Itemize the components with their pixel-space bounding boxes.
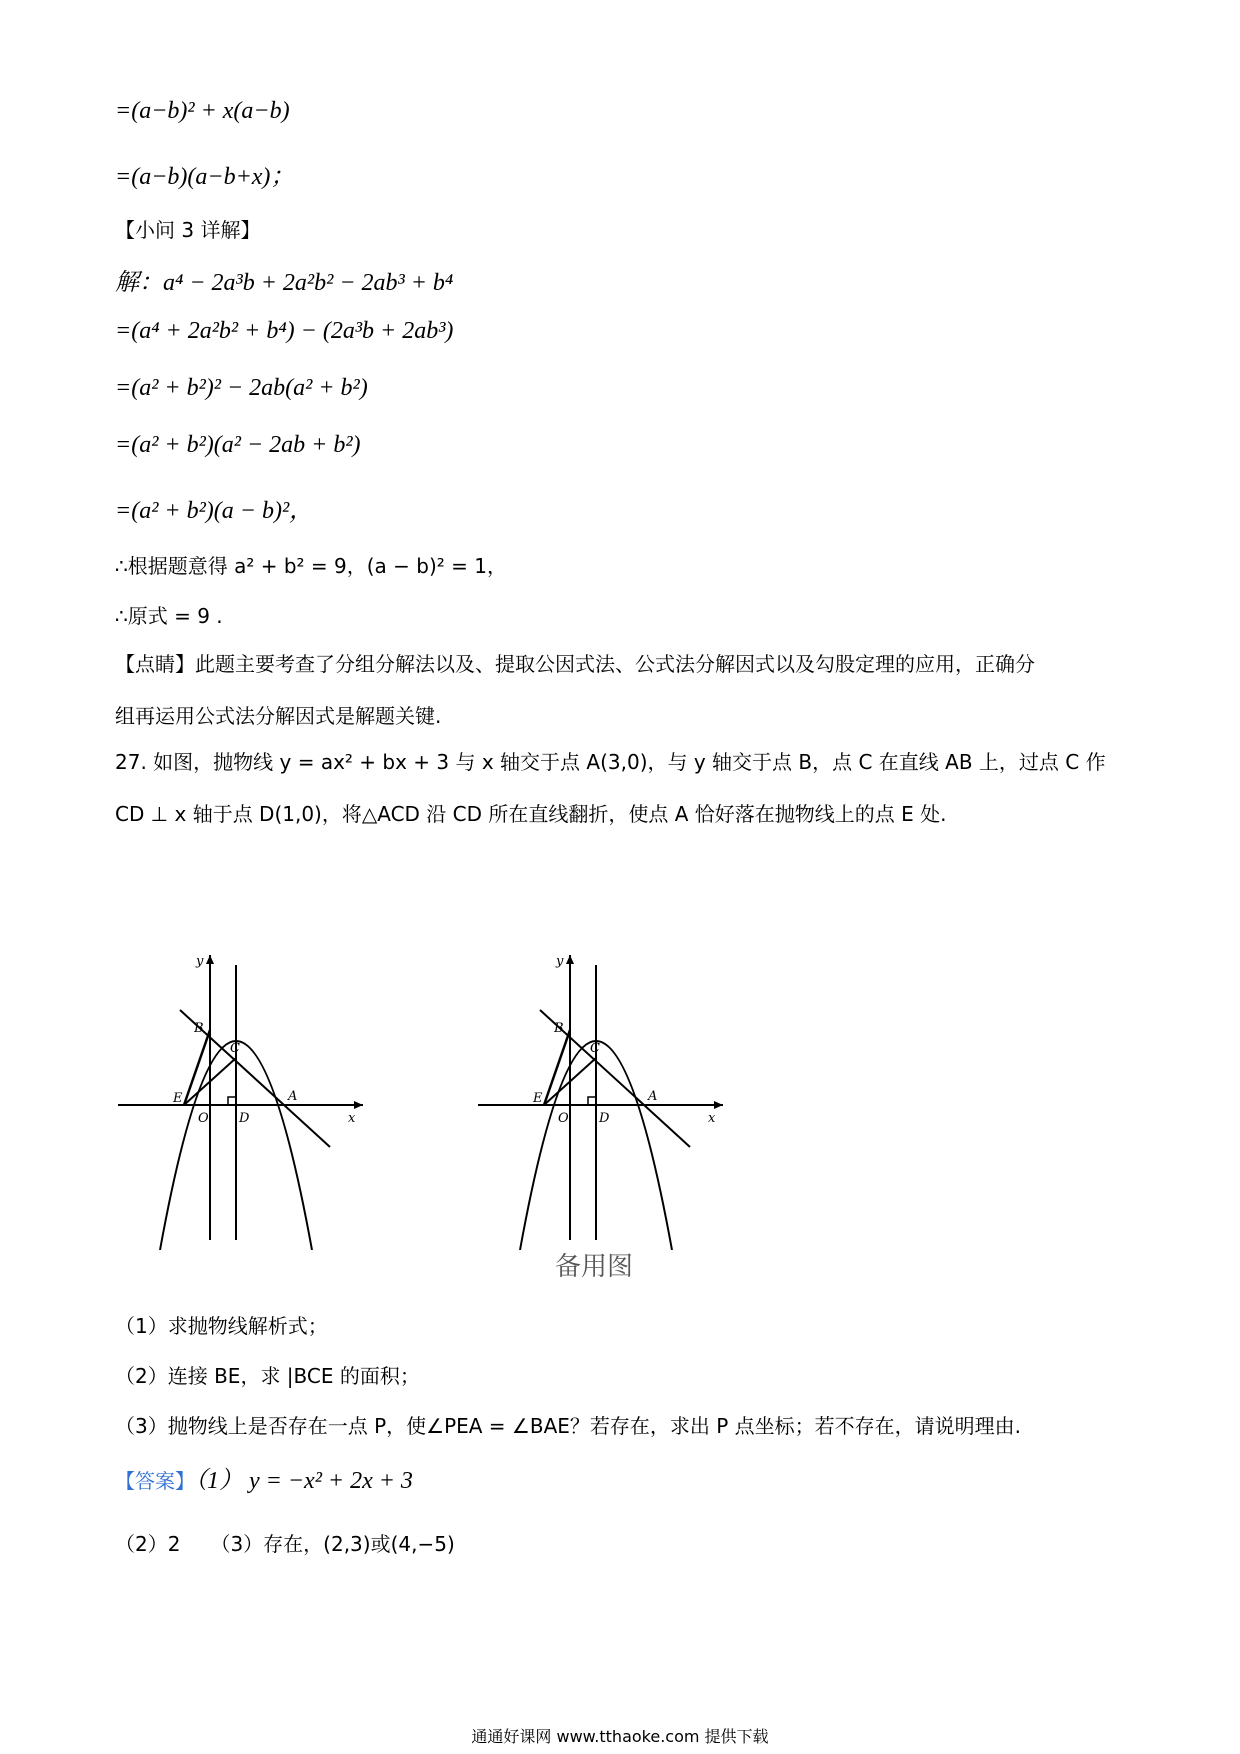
answer-line: （2）2 （3）存在，(2,3)或(4,−5) (115, 1532, 455, 1556)
svg-text:E: E (533, 1091, 543, 1106)
solution-line: =(a² + b²)(a² − 2ab + b²) (115, 432, 361, 458)
svg-text:y: y (196, 954, 204, 969)
solution-line: 解：a⁴ − 2a³b + 2a²b² − 2ab³ + b⁴ (115, 270, 454, 296)
answer-text: （1） y = −x² + 2x + 3 (195, 1468, 413, 1494)
svg-text:A: A (648, 1089, 658, 1104)
svg-text:x: x (708, 1111, 716, 1126)
parabola-figure-spare (478, 950, 728, 1250)
svg-text:A: A (288, 1089, 298, 1104)
svg-text:B: B (554, 1021, 564, 1036)
spare-figure-caption: 备用图 (555, 1252, 634, 1282)
solution-line: =(a² + b²)(a − b)²， (115, 498, 314, 524)
section-heading: 【小问 3 详解】 (115, 218, 261, 242)
svg-text:D: D (599, 1111, 610, 1126)
question-text: 27. 如图，抛物线 y = ax² + bx + 3 与 x 轴交于点 A(3,0)，与 y 轴交于点 B，点 C 在直线 AB 上，过点 C 作 (115, 750, 1106, 774)
footer-text: 通通好课网 www.tthaoke.com 提供下载 (471, 1727, 769, 1746)
svg-text:C: C (590, 1041, 600, 1056)
question-part: （1）求抛物线解析式； (115, 1314, 328, 1338)
solution-line: =(a−b)² + x(a−b) (115, 98, 290, 124)
solution-line: =(a⁴ + 2a²b² + b⁴) − (2a³b + 2ab³) (115, 318, 454, 344)
svg-text:E: E (173, 1091, 183, 1106)
question-text: CD ⊥ x 轴于点 D(1,0)，将△ACD 沿 CD 所在直线翻折，使点 A 恰好落在抛物线上的点 E 处. (115, 802, 947, 826)
svg-text:y: y (556, 954, 564, 969)
parabola-figure-main (118, 950, 368, 1250)
svg-text:x: x (348, 1111, 356, 1126)
svg-text:D: D (239, 1111, 250, 1126)
answer-tag: 【答案】 (115, 1469, 195, 1493)
svg-text:O: O (198, 1111, 209, 1126)
question-part: （2）连接 BE，求 |BCE 的面积； (115, 1364, 420, 1388)
solution-line: =(a−b)(a−b+x)； (115, 164, 295, 190)
comment-line: 组再运用公式法分解因式是解题关键. (115, 704, 442, 728)
conclusion-line: ∴根据题意得 a² + b² = 9，(a − b)² = 1， (115, 554, 507, 578)
svg-text:B: B (194, 1021, 204, 1036)
question-part: （3）抛物线上是否存在一点 P，使∠PEA = ∠BAE？若存在，求出 P 点坐标；若不存在，请说明理由. (115, 1414, 1022, 1438)
svg-text:O: O (558, 1111, 569, 1126)
answer-line (115, 1460, 413, 1495)
comment-line: 【点睛】此题主要考查了分组分解法以及、提取公因式法、公式法分解因式以及勾股定理的应用，正确分 (115, 652, 1035, 676)
solution-line: =(a² + b²)² − 2ab(a² + b²) (115, 375, 368, 401)
conclusion-line: ∴原式 = 9 . (115, 604, 223, 628)
svg-text:C: C (230, 1041, 240, 1056)
